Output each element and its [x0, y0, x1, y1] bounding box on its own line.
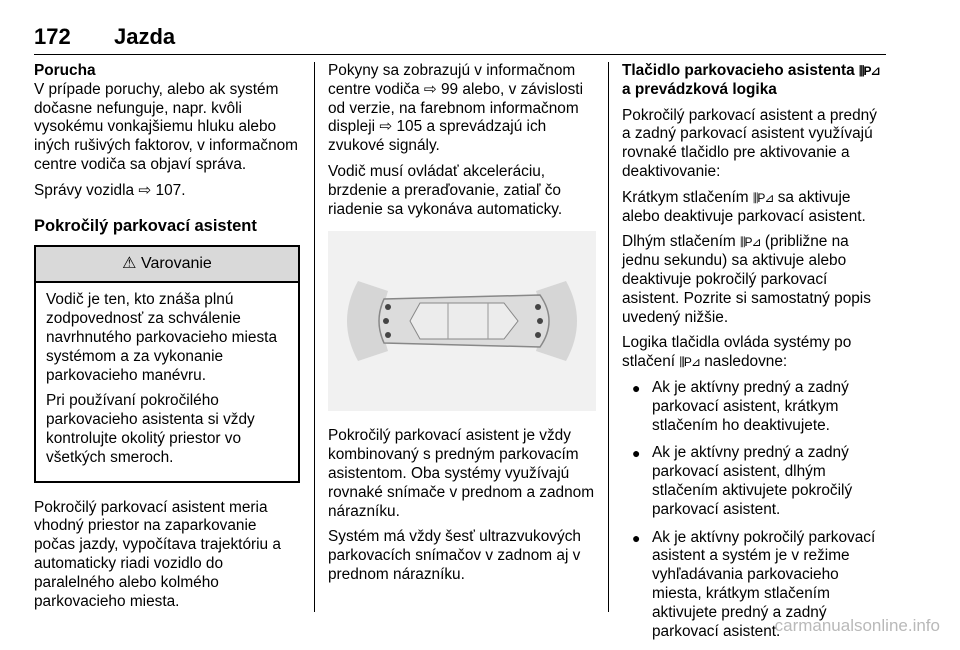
list-item-text: Ak je aktívny pokročilý parkovací asistent a systém je v režime vyhľadávania parkovacieho miesta, krátkym stlačením aktivujete predný a zadný parkovací asistent.	[652, 528, 876, 640]
long-press-lead: Dlhým stlačením	[622, 233, 736, 251]
list-item-text: Ak je aktívny predný a zadný parkovací asistent, krátkym stlačením ho deaktivujete.	[652, 378, 849, 434]
short-press-text	[622, 189, 888, 227]
warning-title: Varovanie	[140, 255, 212, 273]
warning-text-2: Pri používaní pokročilého parkovacieho asistenta si vždy kontrolujte okolitý priestor vo všetkých smeroch.	[46, 392, 255, 466]
parking-assist-icon: ⫼P⊿	[679, 355, 700, 370]
button-logic-lead: Logika tlačidla ovláda systémy po stlačení	[622, 334, 852, 371]
list-item	[622, 379, 888, 435]
page-header	[34, 24, 886, 55]
bullet-dot-icon: ●	[632, 445, 641, 462]
chapter-title: Jazda	[114, 24, 176, 49]
fault-text: V prípade poruchy, alebo ak systém dočasne nefunguje, napr. kvôli vysokému vonkajšiemu hluku alebo iných rušivých faktorov, v informačnom centre vodiča sa objaví správa.	[34, 80, 299, 173]
button-logic-list	[622, 379, 888, 641]
parking-assist-icon: ⫼P⊿	[752, 190, 774, 205]
list-item	[622, 444, 888, 519]
short-press-lead: Krátkym stlačením	[622, 188, 749, 206]
shared-button-text: Pokročilý parkovací asistent a predný a zadný parkovací asistent využívajú rovnaké tlačidlo pre aktivovanie a deaktivovanie:	[622, 106, 877, 180]
long-press-text	[622, 233, 888, 327]
sensor-count-text: Systém má vždy šesť ultrazvukových parkovacích snímačov v zadnom aj v prednom nárazníku.	[328, 528, 581, 583]
car-sensor-illustration	[328, 231, 596, 411]
button-title-part-1: Tlačidlo parkovacieho asistenta	[622, 62, 855, 79]
button-logic-text	[622, 334, 888, 372]
column-divider	[608, 62, 609, 612]
bullet-dot-icon: ●	[632, 379, 641, 396]
long-press-rest: (približne na jednu sekundu) sa aktivuje alebo deaktivuje pokročilý parkovací asistent. Pozrite si samostatný popis uvedený nižšie.	[622, 233, 871, 326]
fault-heading: Porucha	[34, 62, 96, 79]
warning-text-1: Vodič je ten, kto znáša plnú zodpovednosť za schválenie navrhnutého parkovacieho miesta systémom a za vykonanie parkovacieho manévru.	[46, 291, 278, 384]
warning-triangle-icon: ⚠	[122, 255, 137, 273]
watermark: carmanualsonline.info	[774, 616, 940, 635]
list-item-text: Ak je aktívny predný a zadný parkovací asistent, dlhým stlačením aktivujete pokročilý parkovací asistent.	[652, 444, 853, 518]
parking-assist-icon: ⫼P⊿	[858, 64, 880, 78]
warning-box	[34, 245, 300, 482]
column-1	[34, 62, 300, 618]
column-3	[622, 62, 888, 650]
button-title-part-2: a prevádzková logika	[622, 80, 777, 98]
parking-assist-icon: ⫼P⊿	[740, 235, 761, 250]
driver-control-text: Vodič musí ovládať akceleráciu, brzdenie a preraďovanie, zatiaľ čo riadenie sa vykonáva automaticky.	[328, 162, 563, 218]
column-2	[328, 62, 596, 592]
short-press-rest: sa aktivuje alebo deaktivuje parkovací asistent.	[622, 188, 866, 225]
column-divider	[314, 62, 315, 612]
car-top-view-icon	[328, 231, 596, 411]
warning-header	[36, 247, 298, 283]
advanced-assist-description: Pokročilý parkovací asistent meria vhodný priestor na zaparkovanie počas jazdy, vypočítava trajektóriu a automaticky riadi vozidlo do paralelného alebo kolmého parkovacieho miesta.	[34, 498, 281, 610]
page-number: 172	[34, 24, 71, 49]
section-title: Pokročilý parkovací asistent	[34, 216, 257, 235]
bullet-dot-icon: ●	[632, 529, 641, 546]
vehicle-messages-ref: Správy vozidla ⇨ 107.	[34, 181, 186, 199]
button-logic-rest: nasledovne:	[704, 353, 788, 371]
instructions-text: Pokyny sa zobrazujú v informačnom centre vodiča ⇨ 99 alebo, v závislosti od verzie, na farebnom informačnom displeji ⇨ 105 a sprevádzajú ich zvukové signály.	[328, 62, 583, 155]
button-section-title	[622, 62, 888, 100]
combined-assist-text: Pokročilý parkovací asistent je vždy kombinovaný s predným parkovacím asistentom. Oba systémy využívajú rovnaké snímače v prednom a zadnom nárazníku.	[328, 427, 595, 520]
